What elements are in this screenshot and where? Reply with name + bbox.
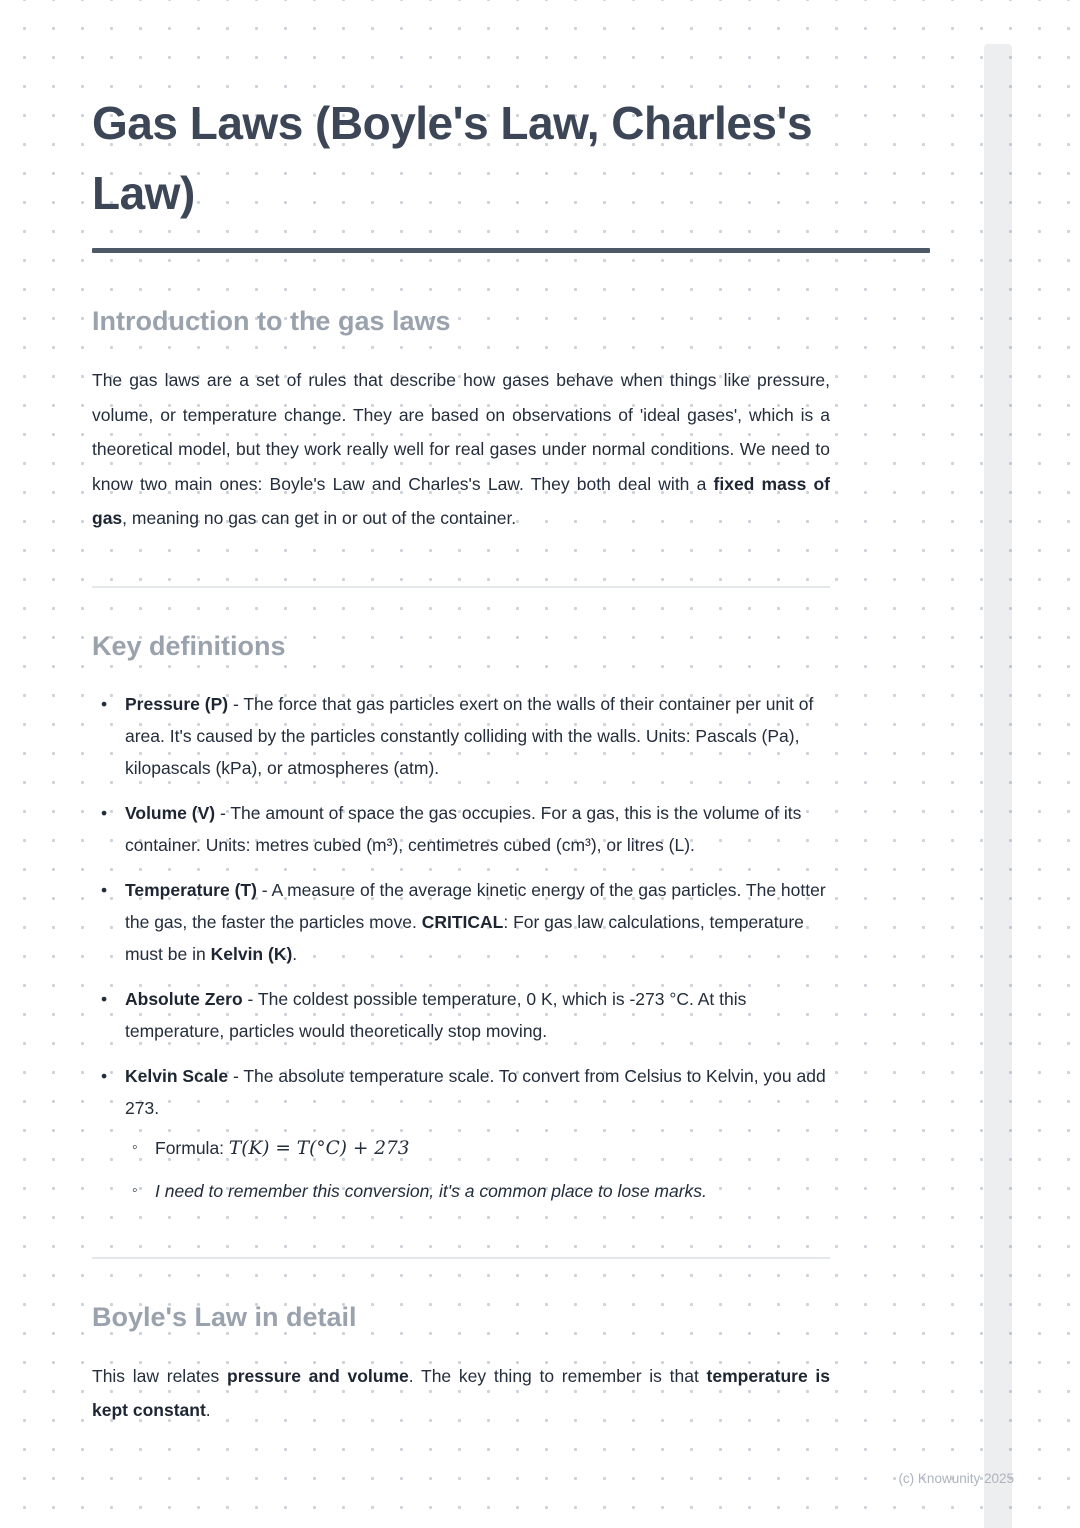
list-item-absolute-zero [92,983,830,1047]
intro-text-segment: , meaning no gas can get in or out of the container. [122,508,517,528]
list-item-temperature [92,874,830,970]
section-divider [92,1257,830,1259]
boyle-paragraph [92,1359,830,1428]
kelvin-sub-list [125,1132,830,1207]
definition-bold: Kelvin (K) [210,943,293,964]
footer-copyright: (c) Knowunity 2025 [898,1471,1014,1486]
section-heading-definitions: Key definitions [92,630,286,661]
definition-text: - The absolute temperature scale. To convert from Celsius to Kelvin, you add 273. [125,1065,826,1118]
definition-term: Temperature (T) [125,879,257,900]
formula-label: Formula: [155,1137,229,1158]
boyle-text-segment: This law relates [92,1365,227,1386]
definition-term: Pressure (P) [125,693,229,714]
definition-text: - A measure of the average kinetic energy of the gas particles. The hotter the gas, the faster the particles move. [125,879,826,932]
list-item-kelvin-scale [92,1060,830,1207]
list-item-pressure [92,688,830,784]
page-title: Gas Laws (Boyle's Law, Charles's Law) [92,97,813,219]
scrollbar-track[interactable] [984,44,1012,1528]
definition-text: - The coldest possible temperature, 0 K, which is -273 °C. At this temperature, particles would theoretically stop moving. [125,988,747,1041]
reminder-note: I need to remember this conversion, it's a common place to lose marks. [155,1180,707,1201]
definition-text: : For gas law calculations, temperature must be in [125,911,804,964]
definition-bold: CRITICAL [421,911,504,932]
intro-paragraph [92,363,830,536]
document-page [92,88,830,1428]
list-item-volume [92,797,830,861]
sub-item-note [125,1175,830,1207]
boyle-text-segment: . [205,1400,211,1420]
intro-bold-segment: fixed mass of gas [92,473,830,528]
definition-text: - The amount of space the gas occupies. For a gas, this is the volume of its container. Units: metres cubed (m³), centimetres cubed (cm³), or litres (L). [125,802,802,855]
definition-term: Kelvin Scale [125,1065,229,1086]
section-divider [92,586,830,588]
definition-term: Absolute Zero [125,988,243,1009]
formula-expression: T(K) = T(°C) + 273 [228,1137,410,1159]
intro-text-segment: The gas laws are a set of rules that describe how gases behave when things like pressure, volume, or temperature change. They are based on observations of 'ideal gases', which is a theoretical model, but they work really well for real gases under normal conditions. We need to know two main ones: Boyle's Law and Charles's Law. They both deal with a [92,370,830,494]
title-rule [92,248,930,253]
boyle-text-segment: . The key thing to remember is that [408,1365,707,1386]
boyle-bold-segment: temperature is kept constant [92,1365,830,1420]
definitions-list [92,688,830,1207]
definition-text: - The force that gas particles exert on the walls of their container per unit of area. It's caused by the particles constantly colliding with the walls. Units: Pascals (Pa), kilopascals (kPa), or atmospheres (atm). [125,693,814,778]
sub-item-formula [125,1132,830,1165]
section-heading-introduction: Introduction to the gas laws [92,306,451,336]
boyle-bold-segment: pressure and volume [227,1365,409,1386]
definition-text: . [292,943,298,964]
section-heading-boyle: Boyle's Law in detail [92,1301,357,1332]
definition-term: Volume (V) [125,802,216,823]
